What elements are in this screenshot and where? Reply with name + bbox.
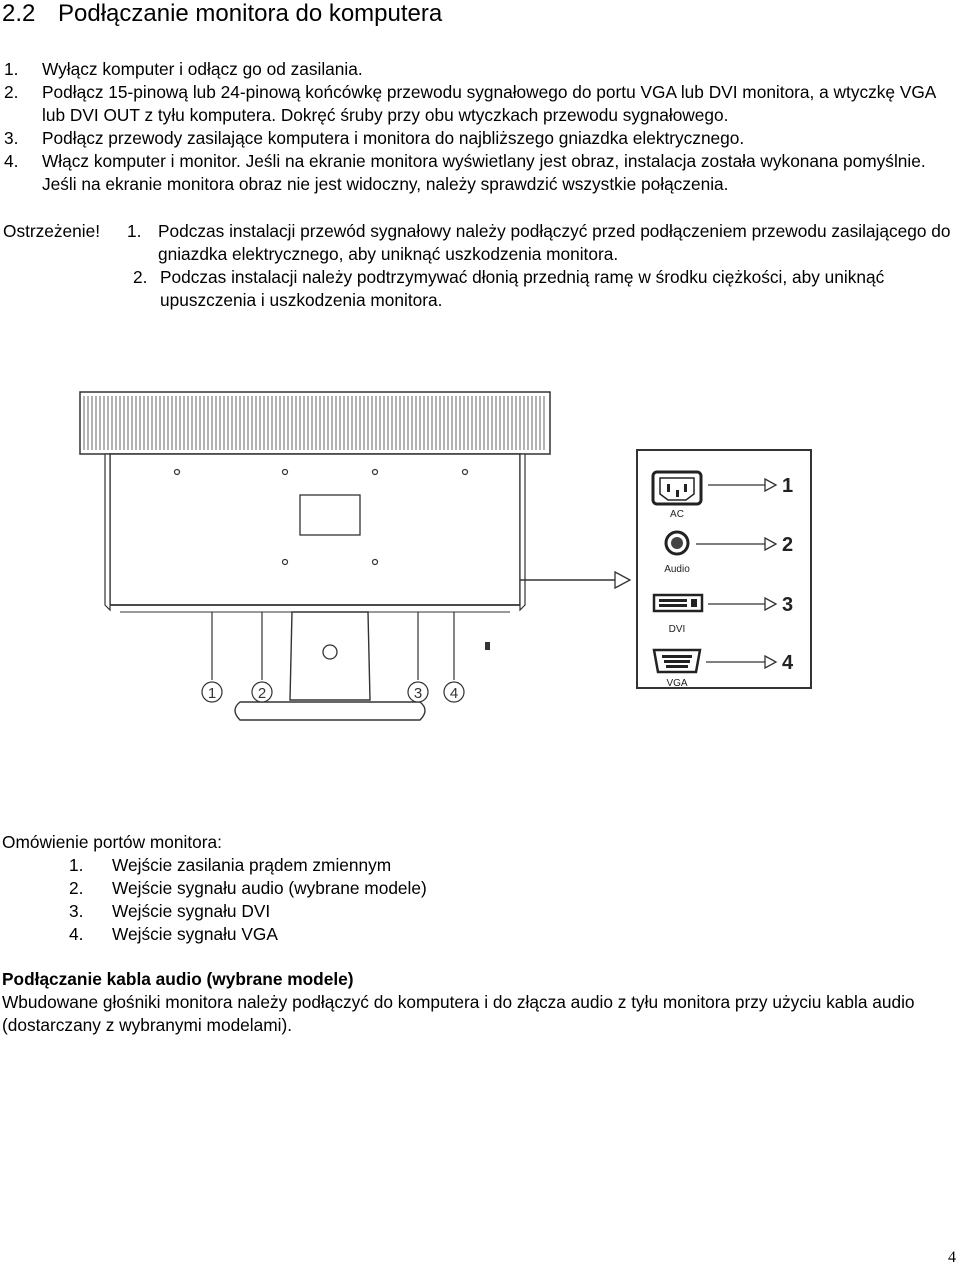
item-text: Wejście sygnału DVI: [112, 901, 271, 921]
step-text: Wyłącz komputer i odłącz go od zasilania.: [42, 59, 363, 79]
step-number: 4.: [4, 151, 19, 171]
warning-number: 1.: [127, 221, 142, 241]
port-label: Audio: [664, 564, 690, 575]
callout-number: 1: [207, 685, 217, 702]
ports-title: Omówienie portów monitora:: [2, 832, 222, 852]
item-text: Wejście sygnału audio (wybrane modele): [112, 878, 427, 898]
monitor-back-diagram: [80, 380, 794, 760]
list-item: [0, 877, 427, 900]
dvi-port-icon: [654, 595, 702, 611]
step-item: [0, 58, 960, 81]
item-number: 3.: [69, 901, 84, 921]
step-item: [0, 81, 960, 127]
callout-number: 2: [257, 685, 267, 702]
ac-port-icon: [653, 472, 701, 504]
inset-number: 4: [782, 652, 794, 674]
warning-item: [127, 220, 953, 266]
item-number: 1.: [69, 855, 84, 875]
step-number: 3.: [4, 128, 19, 148]
warning-text: Podczas instalacji przewód sygnałowy należy podłączyć przed podłączeniem przewodu zasilającego do gniazdka elektrycznego, aby uniknąć uszkodzenia monitora.: [158, 221, 951, 264]
list-item: [0, 854, 427, 877]
warning-item: [133, 266, 953, 312]
item-text: Wejście zasilania prądem zmiennym: [112, 855, 392, 875]
warning-label: Ostrzeżenie!: [3, 221, 101, 241]
item-number: 2.: [69, 878, 84, 898]
item-number: 4.: [69, 924, 84, 944]
arrow-icon: [520, 572, 630, 588]
step-text: Włącz komputer i monitor. Jeśli na ekranie monitora wyświetlany jest obraz, instalacja została wykonana pomyślnie. Jeśli na ekranie monitora obraz nie jest widoczny, należy sprawdzić wszystkie połączenia.: [42, 151, 926, 194]
monitor-back-svg: [80, 380, 794, 760]
vga-port-icon: [654, 650, 700, 672]
step-text: Podłącz przewody zasilające komputera i monitora do najbliższego gniazdka elektrycznego.: [42, 128, 745, 148]
label-plate: [300, 495, 360, 535]
stand-base: [235, 702, 425, 720]
audio-port-icon: [666, 532, 688, 554]
section-heading: [2, 0, 442, 28]
port-label: AC: [670, 509, 684, 520]
section-title: Podłączanie monitora do komputera: [58, 0, 443, 27]
audio-paragraph: Wbudowane głośniki monitora należy podłączyć do komputera i do złącza audio z tyłu monitora przy użyciu kabla audio (dostarczany z wybranymi modelami).: [2, 992, 915, 1035]
item-text: Wejście sygnału VGA: [112, 924, 278, 944]
section-number: 2.2: [2, 0, 36, 27]
step-text: Podłącz 15-pinową lub 24-pinową końcówkę przewodu sygnałowego do portu VGA lub DVI monitora, a wtyczkę VGA lub DVI OUT z tyłu komputera. Dokręć śruby przy obu wtyczkach przewodu sygnałowego.: [42, 82, 936, 125]
list-item: [0, 900, 427, 923]
inset-number: 3: [782, 594, 794, 616]
list-item: [0, 923, 427, 946]
step-item: [0, 127, 960, 150]
inset-number: 1: [782, 475, 794, 497]
ports-list: [0, 854, 427, 946]
port-label: VGA: [666, 678, 688, 689]
callout-number: 3: [413, 685, 423, 702]
warning-text: Podczas instalacji należy podtrzymywać dłonią przednią ramę w środku ciężkości, aby uniknąć upuszczenia i uszkodzenia monitora.: [160, 267, 885, 310]
callout-number: 4: [449, 685, 459, 702]
step-number: 1.: [4, 59, 19, 79]
page-number: 4: [948, 1249, 956, 1266]
audio-heading: Podłączanie kabla audio (wybrane modele): [2, 969, 354, 989]
step-number: 2.: [4, 82, 19, 102]
steps-list: [0, 58, 960, 196]
port-label: DVI: [668, 624, 686, 635]
inset-number: 2: [782, 534, 794, 556]
step-item: [0, 150, 960, 196]
warning-number: 2.: [133, 267, 148, 287]
